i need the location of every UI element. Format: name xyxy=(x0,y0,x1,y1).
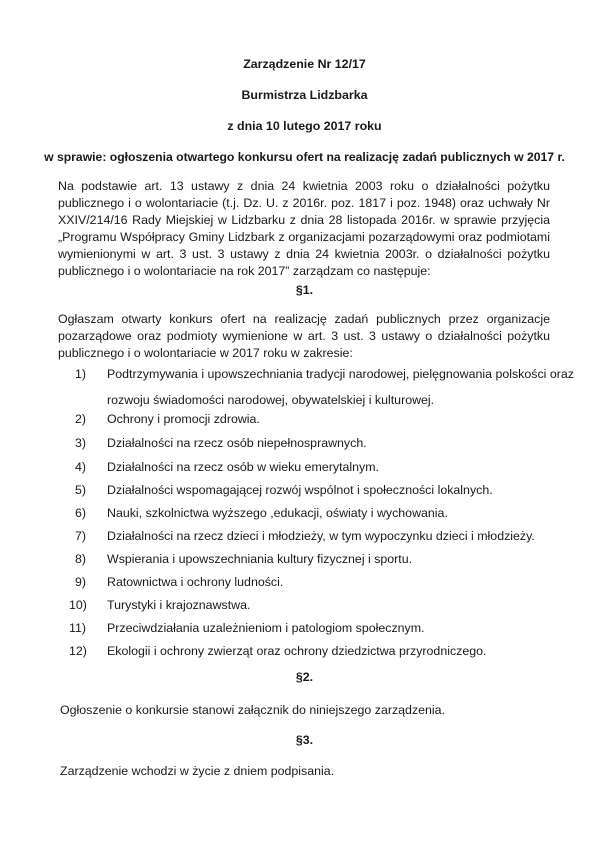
list-item-number: 5) xyxy=(75,483,87,497)
list-item xyxy=(75,550,575,568)
list-item-text: Działalności na rzecz osób w wieku emerytalnym. xyxy=(107,460,380,474)
section-3-heading: §3. xyxy=(295,733,314,747)
list-item-text: Działalności na rzecz osób niepełnosprawnych. xyxy=(107,436,367,450)
list-item-number: 6) xyxy=(75,506,87,520)
preamble-paragraph: Na podstawie art. 13 ustawy z dnia 24 kwietnia 2003 roku o działalności pożytku publicznego i o wolontariacie (t.j. Dz. U. z 2016r. poz. 1817 i poz. 1948) oraz uchwały Nr XXIV/214/16 Rady Miejskiej w Lidzbarku z dnia 28 listopada 2016r. w sprawie przyjęcia „Programu Współpracy Gminy Lidzbark z organizacjami pozarządowymi oraz podmiotami wymienionymi w art. 3 ust. 3 ustawy z dnia 24 kwietnia 2003r. o działalności pożytku publicznego i o wolontariacie na rok 2017” zarządzam co następuje: xyxy=(58,179,550,278)
list-item-number: 1) xyxy=(75,367,87,381)
list-item-number: 4) xyxy=(75,460,87,474)
list-item-text: Ochrony i promocji zdrowia. xyxy=(107,412,260,426)
list-item-text: Ekologii i ochrony zwierząt oraz ochrony dziedzictwa przyrodniczego. xyxy=(107,644,487,658)
list-item-text: Wspierania i upowszechniania kultury fizycznej i sportu. xyxy=(107,552,413,566)
list-item-text: Przeciwdziałania uzależnieniom i patologiom społecznym. xyxy=(107,621,425,635)
list-item-number: 12) xyxy=(69,644,87,658)
list-item xyxy=(75,365,575,409)
list-item-text: Nauki, szkolnictwa wyższego ,edukacji, oświaty i wychowania. xyxy=(107,506,448,520)
list-item-text: Podtrzymywania i upowszechniania tradycji narodowej, pielęgnowania polskości oraz xyxy=(107,367,574,381)
document-issuer: Burmistrza Lidzbarka xyxy=(241,88,368,102)
section-2-heading: §2. xyxy=(295,670,314,684)
list-item xyxy=(75,527,575,545)
list-item xyxy=(75,504,575,522)
list-item xyxy=(75,481,575,499)
list-item-number: 7) xyxy=(75,529,87,543)
section-3-text: Zarządzenie wchodzi w życie z dniem podpisania. xyxy=(60,764,335,778)
list-item-text: Działalności wspomagającej rozwój wspólnot i społeczności lokalnych. xyxy=(107,483,493,497)
list-item-text-continued: rozwoju świadomości narodowej, obywatelskiej i kulturowej. xyxy=(107,393,435,407)
list-item-text: Ratownictwa i ochrony ludności. xyxy=(107,575,284,589)
section-2-text: Ogłoszenie o konkursie stanowi załącznik do niniejszego zarządzenia. xyxy=(60,703,446,717)
list-item xyxy=(69,642,575,660)
list-item xyxy=(75,458,575,476)
list-item-number: 10) xyxy=(69,598,87,612)
list-item xyxy=(75,434,575,452)
document-subject: w sprawie: ogłoszenia otwartego konkursu ofert na realizację zadań publicznych w 2017 r. xyxy=(44,150,565,164)
list-item-text: Działalności na rzecz dzieci i młodzieży, w tym wypoczynku dzieci i młodzieży. xyxy=(107,529,535,543)
document-title: Zarządzenie Nr 12/17 xyxy=(243,57,366,71)
list-item xyxy=(69,619,575,637)
section-1-heading: §1. xyxy=(295,283,314,297)
list-item-text: Turystyki i krajoznawstwa. xyxy=(107,598,251,612)
list-item-number: 3) xyxy=(75,436,87,450)
section-1-intro: Ogłaszam otwarty konkurs ofert na realizację zadań publicznych przez organizacje pozarządowe oraz podmioty wymienione w art. 3 ust. 3 ustawy o działalności pożytku publicznego i o wolontariacie w 2017 roku w zakresie: xyxy=(58,312,550,360)
list-item xyxy=(69,596,575,614)
document-date: z dnia 10 lutego 2017 roku xyxy=(227,119,382,133)
list-item xyxy=(75,410,575,428)
list-item xyxy=(75,573,575,591)
list-item-number: 11) xyxy=(69,621,86,635)
list-item-number: 8) xyxy=(75,552,87,566)
list-item-number: 2) xyxy=(75,412,87,426)
list-item-number: 9) xyxy=(75,575,87,589)
